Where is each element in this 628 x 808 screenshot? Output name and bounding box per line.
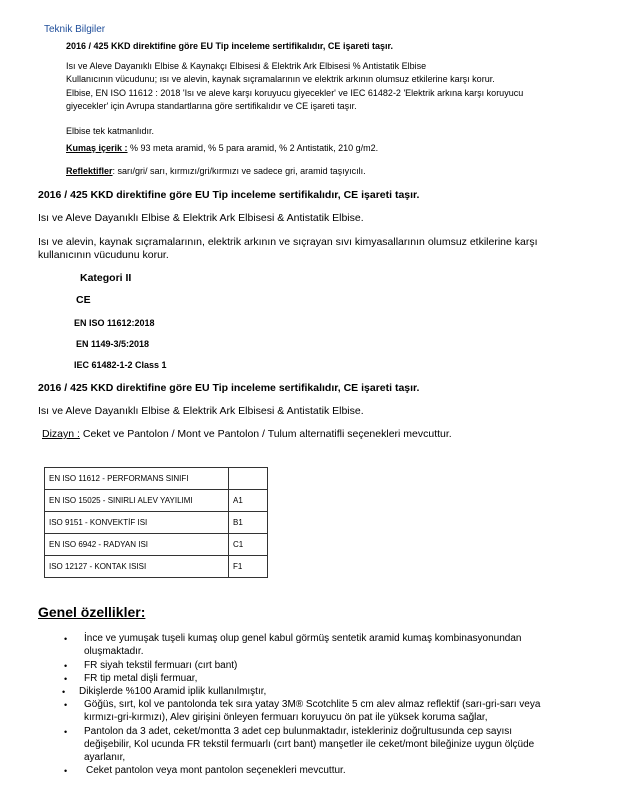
block1-line-1: Isı ve Aleve Dayanıklı Elbise & Kaynakçı Elbisesi & Elektrik Ark Elbisesi % Antistatik Elbise bbox=[66, 61, 427, 71]
reflective-value: : sarı/gri/ sarı, kırmızı/gri/kırmızı ve sadece gri, aramid taşıyıcılı. bbox=[112, 166, 366, 176]
table-cell-value: A1 bbox=[229, 490, 268, 512]
block1-heading: 2016 / 425 KKD direktifine göre EU Tip inceleme sertifikalıdır, CE işareti taşır. bbox=[66, 41, 393, 51]
performance-table bbox=[44, 467, 268, 578]
block2-desc-1: Isı ve alevin, kaynak sıçramalarının, elektrik arkının ve sıçrayan sıvı kimyasallarının olumsuz etkilerine karşı bbox=[38, 236, 538, 248]
bullet-icon: • bbox=[64, 766, 68, 776]
design-info bbox=[42, 428, 452, 440]
feature-line-2: FR siyah tekstil fermuarı (cırt bant) bbox=[84, 660, 238, 671]
table-row bbox=[45, 490, 268, 512]
design-value: Ceket ve Pantolon / Mont ve Pantolon / Tulum alternatifli seçenekleri mevcuttur. bbox=[79, 428, 452, 440]
block2-heading: 2016 / 425 KKD direktifine göre EU Tip inceleme sertifikalıdır, CE işareti taşır. bbox=[38, 189, 420, 201]
feature-line-1b: oluşmaktadır. bbox=[84, 646, 144, 657]
reflective-info bbox=[66, 166, 366, 176]
block1-line-4: giyecekler' için Avrupa standartlarına göre sertifikalıdır ve CE işareti taşır. bbox=[66, 101, 357, 111]
block3-subtitle: Isı ve Aleve Dayanıklı Elbise & Elektrik Ark Elbisesi & Antistatik Elbise. bbox=[38, 405, 364, 417]
block1-line-3: Elbise, EN ISO 11612 : 2018 'Isı ve aleve karşı koruyucu giyecekler' ve IEC 61482-2 'Elektrik arkına karşı koruyucu bbox=[66, 88, 524, 98]
table-cell-name: EN ISO 15025 - SINIRLI ALEV YAYILIMI bbox=[45, 490, 229, 512]
category-label: Kategori II bbox=[80, 272, 132, 284]
bullet-icon: • bbox=[64, 727, 68, 737]
table-cell-value: F1 bbox=[229, 556, 268, 578]
block2-subtitle: Isı ve Aleve Dayanıklı Elbise & Elektrik Ark Elbisesi & Antistatik Elbise. bbox=[38, 212, 364, 224]
bullet-icon: • bbox=[64, 634, 68, 644]
bullet-icon: • bbox=[62, 687, 66, 697]
features-title: Genel özellikler: bbox=[38, 604, 146, 620]
feature-line-6: Pantolon da 3 adet, ceket/montta 3 adet cep bulunmaktadır, istekleriniz doğrultusunda cep sayısı bbox=[84, 726, 513, 737]
section-title: Teknik Bilgiler bbox=[44, 24, 106, 35]
table-cell-value: C1 bbox=[229, 534, 268, 556]
block1-layer: Elbise tek katmanlıdır. bbox=[66, 126, 155, 136]
block2-desc-2: kullanıcının vücudunu korur. bbox=[38, 249, 169, 261]
feature-line-5b: kırmızı-gri-kırmızı), Alev girişini önleyen fermuarı koruyucu ön pat ile yüksek koruma sağlar, bbox=[84, 712, 488, 723]
table-cell-name: ISO 12127 - KONTAK ISISI bbox=[45, 556, 229, 578]
ce-mark-label: CE bbox=[76, 294, 91, 306]
feature-line-1: İnce ve yumuşak tuşeli kumaş olup genel kabul görmüş sentetik aramid kumaş kombinasyonundan bbox=[84, 633, 522, 644]
standard-1: EN ISO 11612:2018 bbox=[74, 318, 155, 328]
block3-heading: 2016 / 425 KKD direktifine göre EU Tip inceleme sertifikalıdır, CE işareti taşır. bbox=[38, 382, 420, 394]
feature-line-6c: ayarlanır, bbox=[84, 752, 126, 763]
table-row bbox=[45, 512, 268, 534]
bullet-icon: • bbox=[64, 700, 68, 710]
bullet-icon: • bbox=[64, 674, 68, 684]
table-row bbox=[45, 556, 268, 578]
feature-line-3: FR tip metal dişli fermuar, bbox=[84, 673, 198, 684]
table-row bbox=[45, 534, 268, 556]
design-label: Dizayn : bbox=[42, 428, 80, 440]
fabric-label: Kumaş içerik : bbox=[66, 143, 128, 153]
feature-line-6b: değişebilir, Kol ucunda FR tekstil fermuarlı (cırt bant) manşetler ile ceket/mont bileğinize uygun ölçüde bbox=[84, 739, 535, 750]
table-cell-name: EN ISO 6942 - RADYAN ISI bbox=[45, 534, 229, 556]
table-cell-value: B1 bbox=[229, 512, 268, 534]
standard-3: IEC 61482-1-2 Class 1 bbox=[74, 360, 167, 370]
feature-line-5: Göğüs, sırt, kol ve pantolonda tek sıra yatay 3M® Scotchlite 5 cm alev almaz reflektif (sarı-gri-sarı veya bbox=[84, 699, 541, 710]
table-cell-name: EN ISO 11612 - PERFORMANS SINIFI bbox=[45, 468, 229, 490]
block1-line-2: Kullanıcının vücudunu; ısı ve alevin, kaynak sıçramalarının ve elektrik arkının olumsuz etkilerine karşı korur. bbox=[66, 74, 495, 84]
fabric-value: % 93 meta aramid, % 5 para aramid, % 2 Antistatik, 210 g/m2. bbox=[127, 143, 379, 153]
table-row bbox=[45, 468, 268, 490]
table-cell-name: ISO 9151 - KONVEKTİF ISI bbox=[45, 512, 229, 534]
table-cell-value bbox=[229, 468, 268, 490]
feature-line-7: Ceket pantolon veya mont pantolon seçenekleri mevcuttur. bbox=[86, 765, 346, 776]
fabric-content bbox=[66, 143, 378, 153]
reflective-label: Reflektifler bbox=[66, 166, 113, 176]
bullet-icon: • bbox=[64, 661, 68, 671]
standard-2: EN 1149-3/5:2018 bbox=[76, 339, 150, 349]
feature-line-4: Dikişlerde %100 Aramid iplik kullanılmıştır, bbox=[79, 686, 267, 697]
